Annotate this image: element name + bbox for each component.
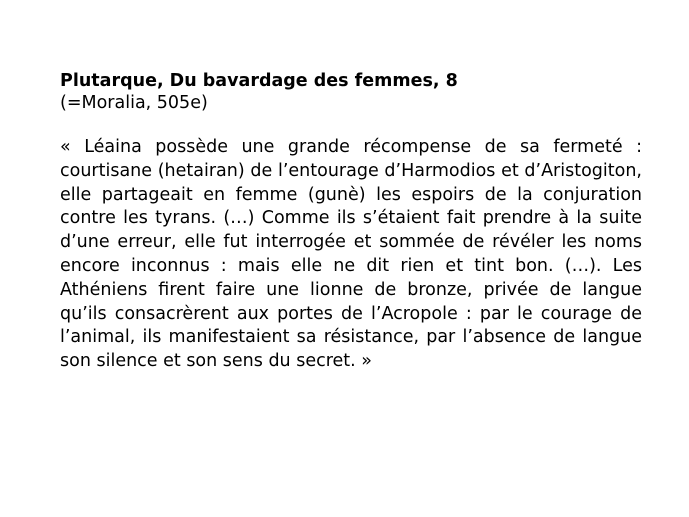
source-reference: (=Moralia, 505e) (60, 93, 208, 113)
slide-content (60, 70, 642, 374)
slide-title: Plutarque, Du bavardage des femmes, 8 (60, 71, 458, 91)
quote-paragraph: « Léaina possède une grande récompense de sa fermeté : courtisane (hetairan) de l’entourage d’Harmodios et d’Aristogiton, elle partageait en femme (gunè) les espoirs de la conjuration contre les tyrans. (…) Comme ils s’étaient fait prendre à la suite d’une erreur, elle fut interrogée et sommée de révéler les noms encore inconnus : mais elle ne dit rien et tint bon. (…). Les Athéniens firent faire une lionne de bronze, privée de langue qu’ils consacrèrent aux portes de l’Acropole : par le courage de l’animal, ils manifestaient sa résistance, par l’absence de langue son silence et son sens du secret. » (60, 137, 642, 372)
